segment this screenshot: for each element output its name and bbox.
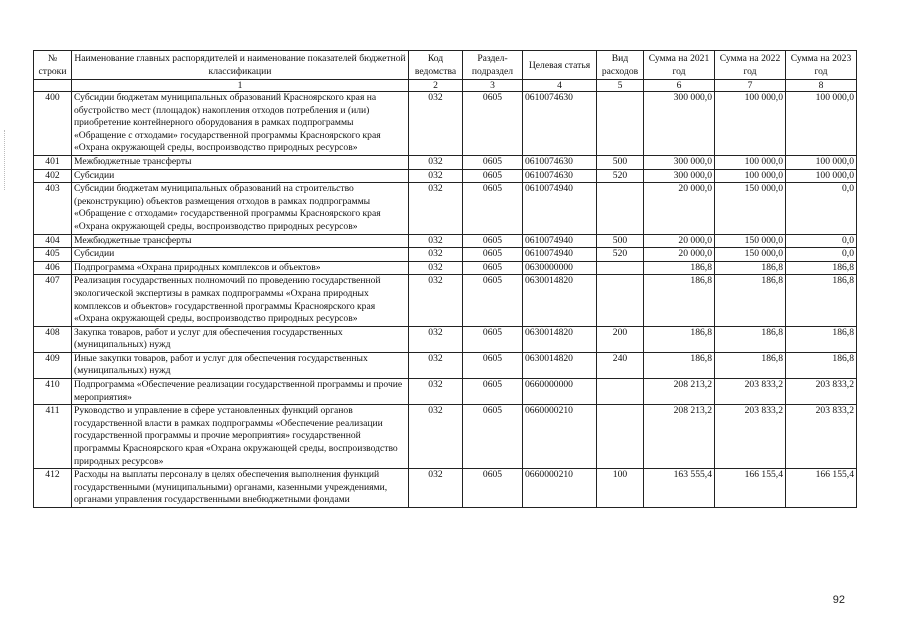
table-body (34, 92, 857, 508)
row-number-cell: 403 (34, 183, 72, 234)
target-article-cell: 0660000000 (523, 379, 597, 405)
dept-code-cell: 032 (409, 379, 463, 405)
table-row (34, 169, 857, 183)
column-number: 6 (644, 80, 715, 92)
expense-kind-cell (597, 92, 644, 156)
sum-2023-cell: 100 000,0 (786, 169, 857, 183)
budget-table (33, 50, 857, 508)
header-target: Целевая статья (523, 51, 597, 80)
table-row (34, 379, 857, 405)
sum-2022-cell: 203 833,2 (715, 405, 786, 469)
section-cell: 0605 (463, 183, 523, 234)
sum-2023-cell: 0,0 (786, 248, 857, 262)
sum-2022-cell: 203 833,2 (715, 379, 786, 405)
sum-2022-cell: 186,8 (715, 261, 786, 275)
expense-kind-cell: 500 (597, 234, 644, 248)
row-number-cell: 400 (34, 92, 72, 156)
dept-code-cell: 032 (409, 326, 463, 352)
expense-kind-cell (597, 183, 644, 234)
section-cell: 0605 (463, 234, 523, 248)
sum-2021-cell: 208 213,2 (644, 379, 715, 405)
target-article-cell: 0610074630 (523, 92, 597, 156)
section-cell: 0605 (463, 405, 523, 469)
table-row (34, 183, 857, 234)
dept-code-cell: 032 (409, 352, 463, 378)
dept-code-cell: 032 (409, 405, 463, 469)
sum-2021-cell: 300 000,0 (644, 155, 715, 169)
column-number: 4 (523, 80, 597, 92)
target-article-cell: 0610074940 (523, 183, 597, 234)
table-row (34, 155, 857, 169)
sum-2021-cell: 20 000,0 (644, 248, 715, 262)
page-number: 92 (832, 594, 845, 606)
table-row (34, 326, 857, 352)
section-cell: 0605 (463, 169, 523, 183)
expense-kind-cell (597, 379, 644, 405)
target-article-cell: 0610074630 (523, 155, 597, 169)
table-row (34, 352, 857, 378)
margin-mark (4, 130, 6, 190)
target-article-cell: 0660000210 (523, 405, 597, 469)
row-number-cell: 405 (34, 248, 72, 262)
expense-kind-cell (597, 275, 644, 326)
sum-2023-cell: 100 000,0 (786, 92, 857, 156)
indicator-name-cell: Иные закупки товаров, работ и услуг для обеспечения государственных (муниципальных) нужд (72, 352, 409, 378)
column-number: 7 (715, 80, 786, 92)
dept-code-cell: 032 (409, 261, 463, 275)
table-row (34, 275, 857, 326)
section-cell: 0605 (463, 469, 523, 508)
sum-2023-cell: 166 155,4 (786, 469, 857, 508)
table-row (34, 92, 857, 156)
expense-kind-cell: 500 (597, 155, 644, 169)
sum-2022-cell: 100 000,0 (715, 169, 786, 183)
sum-2023-cell: 0,0 (786, 234, 857, 248)
expense-kind-cell: 100 (597, 469, 644, 508)
indicator-name-cell: Субсидии (72, 248, 409, 262)
indicator-name-cell: Межбюджетные трансферты (72, 155, 409, 169)
target-article-cell: 0610074940 (523, 248, 597, 262)
sum-2022-cell: 186,8 (715, 326, 786, 352)
expense-kind-cell (597, 261, 644, 275)
header-sum-2022: Сумма на 2022 год (715, 51, 786, 80)
sum-2022-cell: 150 000,0 (715, 183, 786, 234)
header-sum-2021: Сумма на 2021 год (644, 51, 715, 80)
expense-kind-cell: 520 (597, 169, 644, 183)
sum-2021-cell: 186,8 (644, 275, 715, 326)
dept-code-cell: 032 (409, 155, 463, 169)
column-number: 5 (597, 80, 644, 92)
sum-2023-cell: 186,8 (786, 352, 857, 378)
sum-2021-cell: 300 000,0 (644, 169, 715, 183)
target-article-cell: 0610074940 (523, 234, 597, 248)
section-cell: 0605 (463, 92, 523, 156)
indicator-name-cell: Расходы на выплаты персоналу в целях обеспечения выполнения функций государственными (муниципальными) органами, казенными учреждениями, органами управления государственными внебюджетными фондами (72, 469, 409, 508)
dept-code-cell: 032 (409, 469, 463, 508)
row-number-cell: 406 (34, 261, 72, 275)
column-number-row (34, 80, 857, 92)
column-number: 1 (72, 80, 409, 92)
column-number: 3 (463, 80, 523, 92)
sum-2022-cell: 100 000,0 (715, 155, 786, 169)
indicator-name-cell: Реализация государственных полномочий по проведению государственной экологической экспертизы в рамках подпрограммы «Охрана природных комплексов и объектов» государственной программы Красноярского края «Охрана окружающей среды, воспроизводство природных ресурсов» (72, 275, 409, 326)
row-number-cell: 401 (34, 155, 72, 169)
target-article-cell: 0630014820 (523, 275, 597, 326)
column-number: 2 (409, 80, 463, 92)
sum-2023-cell: 0,0 (786, 183, 857, 234)
target-article-cell: 0630014820 (523, 352, 597, 378)
header-name: Наименование главных распорядителей и наименование показателей бюджетной классификации (72, 51, 409, 80)
header-row-no: № строки (34, 51, 72, 80)
section-cell: 0605 (463, 275, 523, 326)
sum-2022-cell: 150 000,0 (715, 248, 786, 262)
sum-2022-cell: 166 155,4 (715, 469, 786, 508)
indicator-name-cell: Субсидии бюджетам муниципальных образований на строительство (реконструкцию) объектов размещения отходов в рамках подпрограммы «Обращение с отходами» государственной программы Красноярского края «Охрана окружающей среды, воспроизводство природных ресурсов» (72, 183, 409, 234)
sum-2021-cell: 300 000,0 (644, 92, 715, 156)
row-number-cell: 410 (34, 379, 72, 405)
dept-code-cell: 032 (409, 92, 463, 156)
sum-2023-cell: 203 833,2 (786, 405, 857, 469)
sum-2021-cell: 20 000,0 (644, 183, 715, 234)
table-row (34, 234, 857, 248)
sum-2021-cell: 186,8 (644, 261, 715, 275)
sum-2023-cell: 186,8 (786, 261, 857, 275)
header-sum-2023: Сумма на 2023 год (786, 51, 857, 80)
sum-2021-cell: 20 000,0 (644, 234, 715, 248)
indicator-name-cell: Руководство и управление в сфере установленных функций органов государственной власти в рамках подпрограммы «Обеспечение реализации государственной программы и прочие мероприятия» государственной программы Красноярского края «Охрана окружающей среды, воспроизводство природных ресурсов» (72, 405, 409, 469)
sum-2023-cell: 100 000,0 (786, 155, 857, 169)
row-number-cell: 412 (34, 469, 72, 508)
header-kind: Вид расходов (597, 51, 644, 80)
dept-code-cell: 032 (409, 183, 463, 234)
row-number-cell: 411 (34, 405, 72, 469)
sum-2022-cell: 100 000,0 (715, 92, 786, 156)
indicator-name-cell: Закупка товаров, работ и услуг для обеспечения государственных (муниципальных) нужд (72, 326, 409, 352)
sum-2023-cell: 186,8 (786, 326, 857, 352)
sum-2021-cell: 186,8 (644, 352, 715, 378)
indicator-name-cell: Подпрограмма «Охрана природных комплексов и объектов» (72, 261, 409, 275)
dept-code-cell: 032 (409, 169, 463, 183)
section-cell: 0605 (463, 379, 523, 405)
section-cell: 0605 (463, 248, 523, 262)
header-section: Раздел-подраздел (463, 51, 523, 80)
table-row (34, 469, 857, 508)
expense-kind-cell: 520 (597, 248, 644, 262)
row-number-cell: 404 (34, 234, 72, 248)
sum-2022-cell: 186,8 (715, 275, 786, 326)
expense-kind-cell: 240 (597, 352, 644, 378)
table-row (34, 261, 857, 275)
row-number-cell: 409 (34, 352, 72, 378)
column-number: 8 (786, 80, 857, 92)
row-number-cell: 408 (34, 326, 72, 352)
indicator-name-cell: Межбюджетные трансферты (72, 234, 409, 248)
indicator-name-cell: Субсидии (72, 169, 409, 183)
target-article-cell: 0660000210 (523, 469, 597, 508)
indicator-name-cell: Субсидии бюджетам муниципальных образований Красноярского края на обустройство мест (площадок) накопления отходов потребления и (или) приобретение контейнерного оборудования в рамках подпрограммы «Обращение с отходами» государственной программы Красноярского края «Охрана окружающей среды, воспроизводство природных ресурсов» (72, 92, 409, 156)
section-cell: 0605 (463, 261, 523, 275)
expense-kind-cell: 200 (597, 326, 644, 352)
row-number-cell: 402 (34, 169, 72, 183)
table-row (34, 405, 857, 469)
sum-2022-cell: 150 000,0 (715, 234, 786, 248)
target-article-cell: 0630000000 (523, 261, 597, 275)
column-number (34, 80, 72, 92)
dept-code-cell: 032 (409, 248, 463, 262)
sum-2022-cell: 186,8 (715, 352, 786, 378)
section-cell: 0605 (463, 326, 523, 352)
sum-2023-cell: 186,8 (786, 275, 857, 326)
section-cell: 0605 (463, 352, 523, 378)
expense-kind-cell (597, 405, 644, 469)
dept-code-cell: 032 (409, 275, 463, 326)
table-header-row (34, 51, 857, 80)
sum-2021-cell: 208 213,2 (644, 405, 715, 469)
dept-code-cell: 032 (409, 234, 463, 248)
table-row (34, 248, 857, 262)
sum-2021-cell: 163 555,4 (644, 469, 715, 508)
sum-2023-cell: 203 833,2 (786, 379, 857, 405)
target-article-cell: 0630014820 (523, 326, 597, 352)
sum-2021-cell: 186,8 (644, 326, 715, 352)
header-dept-code: Код ведомства (409, 51, 463, 80)
section-cell: 0605 (463, 155, 523, 169)
row-number-cell: 407 (34, 275, 72, 326)
target-article-cell: 0610074630 (523, 169, 597, 183)
indicator-name-cell: Подпрограмма «Обеспечение реализации государственной программы и прочие мероприятия» (72, 379, 409, 405)
